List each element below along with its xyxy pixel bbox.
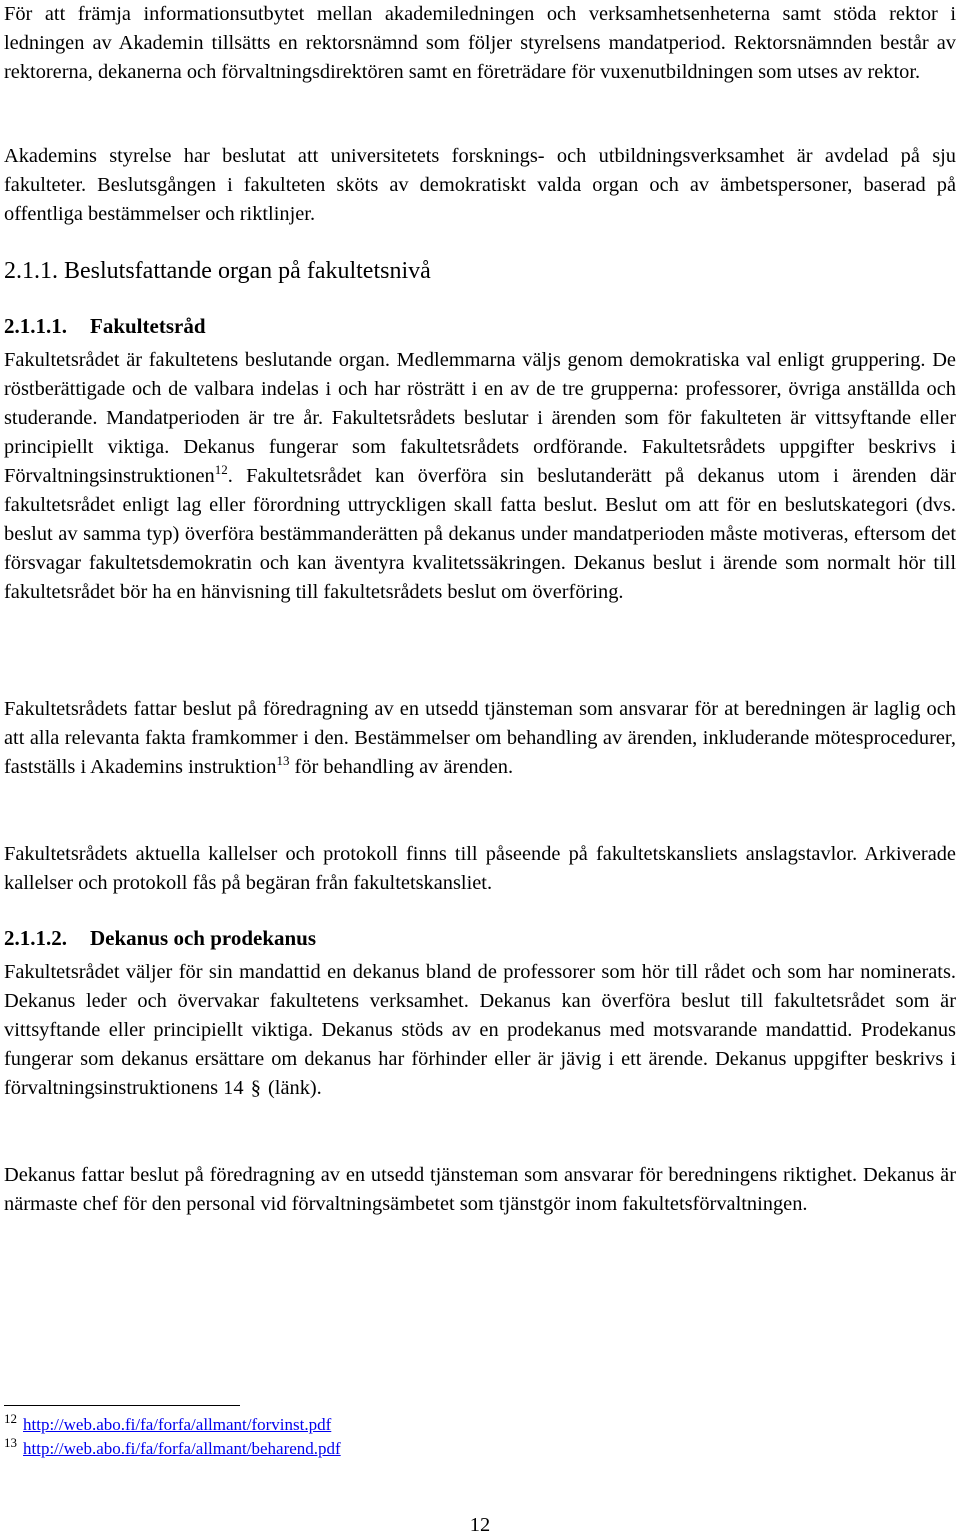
heading-title: Dekanus och prodekanus bbox=[90, 926, 317, 950]
paragraph-foredragning bbox=[4, 695, 956, 782]
paragraph-dekanus bbox=[4, 958, 956, 1103]
heading-title: Fakultetsråd bbox=[90, 314, 206, 338]
paragraph-text: Fakultetsrådet väljer för sin mandattid en dekanus bland de professorer som hör till rådet och som har nominerats. Dekanus leder och övervakar fakultetens verksamhet. Dekanus kan överföra beslut till fakultetsrådet som är vittsyftande eller principiellt viktiga. Dekanus stöds av en prodekanus med motsvarande mandattid. Prodekanus fungerar som dekanus ersättare om dekanus har förhinder eller är jävig i ett ärende. Dekanus uppgifter beskrivs i förvaltningsinstruktionens 14 bbox=[4, 961, 956, 1099]
paragraph-text: (länk). bbox=[268, 1077, 322, 1099]
footnote-divider bbox=[4, 1405, 240, 1406]
paragraph-fakultetsrad bbox=[4, 346, 956, 607]
paragraph-text: Fakultetsrådet är fakultetens beslutande organ. Medlemmarna väljs genom demokratiska val enligt gruppering. De röstberättigade och de valbara indelas i och har rösträtt i en av de tre grupperna: professorer, övriga anställda och studerande. Mandatperioden är tre år. Fakultetsrådets beslutar i ärenden som för fakulteten är vittsyftande eller principiellt viktiga. Dekanus fungerar som fakultetsrådets ordförande. Fakultetsrådets uppgifter beskrivs i Förvaltningsinstruktionen bbox=[4, 349, 956, 487]
paragraph-dekanus-foredragning: Dekanus fattar beslut på föredragning av en utsedd tjänsteman som ansvarar för beredningens riktighet. Dekanus är närmaste chef för den personal vid förvaltningsämbetet som tjänstgör inom fakultetsförvaltningen. bbox=[4, 1164, 956, 1215]
page-number: 12 bbox=[469, 1514, 491, 1536]
footnote-link-beharend[interactable]: http://web.abo.fi/fa/forfa/allmant/beharend.pdf bbox=[23, 1439, 341, 1458]
section-heading-2-1-1-1 bbox=[4, 312, 206, 341]
footnote-mark: 12 bbox=[4, 1411, 17, 1426]
heading-number: 2.1.1.2. bbox=[4, 926, 67, 950]
footnote-ref-13[interactable]: 13 bbox=[276, 753, 290, 768]
section-heading-2-1-1-2 bbox=[4, 924, 316, 953]
section-sign: § bbox=[250, 1077, 261, 1099]
paragraph-text: för behandling av ärenden. bbox=[289, 756, 514, 778]
footnotes bbox=[4, 1413, 904, 1461]
section-heading-2-1-1: 2.1.1. Beslutsfattande organ på fakultetsnivå bbox=[4, 258, 431, 284]
footnote-link-forvinst[interactable]: http://web.abo.fi/fa/forfa/allmant/forvinst.pdf bbox=[23, 1415, 332, 1434]
footnote-mark: 13 bbox=[4, 1435, 17, 1450]
heading-number: 2.1.1.1. bbox=[4, 314, 67, 338]
paragraph-fakulteter: Akademins styrelse har beslutat att universitetets forsknings- och utbildningsverksamhet är avdelad på sju fakulteter. Beslutsgången i fakulteten sköts av demokratiskt valda organ och av ämbetspersoner, baserad på offentliga bestämmelser och riktlinjer. bbox=[4, 145, 956, 225]
footnote-12 bbox=[4, 1413, 904, 1437]
paragraph-rektorsnamnd: För att främja informationsutbytet mellan akademiledningen och verksamhetsenheterna samt stöda rektor i ledningen av Akademin tillsätts en rektorsnämnd som följer styrelsens mandatperiod. Rektorsnämnden består av rektorerna, dekanerna och förvaltningsdirektören samt en företrädare för vuxenutbildningen som utses av rektor. bbox=[4, 3, 956, 83]
paragraph-text: . Fakultetsrådet kan överföra sin beslutanderätt på dekanus utom i ärenden där fakultetsrådet enligt lag eller förordning uttryckligen skall fatta beslut. Beslut om att för en beslutskategori (dvs. beslut av samma typ) överföra bestämmanderätten på dekanus under mandatperioden måste motiveras, eftersom det försvagar fakultetsdemokratin och kan äventyra kvalitetssäkringen. Dekanus beslut i ärende som normalt hör till fakultetsrådet bör ha en hänvisning till fakultetsrådets beslut om överföring. bbox=[4, 465, 956, 603]
footnote-13 bbox=[4, 1437, 904, 1461]
paragraph-kallelser: Fakultetsrådets aktuella kallelser och protokoll finns till påseende på fakultetskansliets anslagstavlor. Arkiverade kallelser och protokoll fås på begäran från fakultetskansliet. bbox=[4, 843, 956, 894]
paragraph-text: Fakultetsrådets fattar beslut på föredragning av en utsedd tjänsteman som ansvarar för at beredningen är laglig och att alla relevanta fakta framkommer i den. Bestämmelser om behandling av ärenden, inkluderande mötesprocedurer, fastställs i Akademins instruktion bbox=[4, 698, 956, 778]
footnote-ref-12[interactable]: 12 bbox=[214, 462, 228, 477]
